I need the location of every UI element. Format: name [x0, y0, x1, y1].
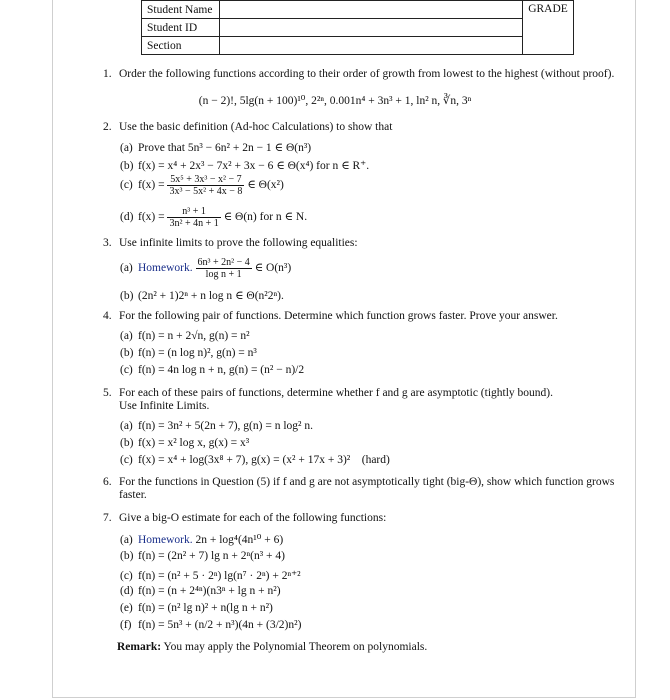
q5-part-c: (c) f(x) = x⁴ + log(3x⁸ + 7), g(x) = (x² + 17x + 3)² (hard) [120, 454, 390, 466]
question-number: 7. [103, 512, 112, 524]
q7-part-d: (d) f(n) = (n + 2⁴ⁿ)(n3ⁿ + lg n + n²) [120, 585, 281, 597]
question-number: 4. [103, 310, 112, 322]
question-number: 5. [103, 387, 112, 399]
fraction: $\frac{\text{5x⁵ + 3x³ − x² − 7}}{\text{3x³ − 5x² + 4x − 8}}$ [169, 174, 243, 197]
q7-part-f: (f) f(n) = 5n³ + (n/2 + n³)(4n + (3/2)n²) [120, 619, 302, 631]
q2-part-c: (c) f(x) = $\frac{\text{5x⁵ + 3x³ − x² − 7}}{\text{3x³ − 5x² + 4x − 8}}$ ∈ Θ(x²) [120, 174, 284, 197]
remark-text: You may apply the Polynomial Theorem on polynomials. [163, 641, 428, 653]
question-text: Use infinite limits to prove the following equalities: [119, 237, 358, 249]
question-number: 2. [103, 121, 112, 133]
q4-part-b: (b) f(n) = (n log n)², g(n) = n³ [120, 347, 257, 359]
q2-part-a: (a) Prove that 5n³ − 6n² + 2n − 1 ∈ Θ(n³) [120, 142, 312, 154]
remark [117, 641, 637, 654]
student-name-field[interactable] [220, 1, 523, 19]
student-info-table [141, 0, 574, 55]
question-text: Order the following functions according to their order of growth from lowest to the highest (without proof). [119, 68, 615, 80]
fraction: $\frac{\text{6n³ + 2n² − 4}}{\text{log n + 1}}$ [197, 257, 250, 280]
student-name-label: Student Name [142, 1, 220, 19]
q5-part-a: (a) f(n) = 3n² + 5(2n + 7), g(n) = n log² n. [120, 420, 313, 432]
q4-part-a: (a) f(n) = n + 2√n, g(n) = n² [120, 330, 250, 342]
q3-part-a: (a) Homework. $\frac{\text{6n³ + 2n² − 4}}{\text{log n + 1}}$ ∈ O(n³) [120, 257, 292, 280]
grade-label: GRADE [528, 3, 568, 15]
q2-part-d: (d) f(x) = $\frac{\text{n³ + 1}}{\text{3n² + 4n + 1}}$ ∈ Θ(n) for n ∈ N. [120, 206, 308, 229]
fraction: $\frac{\text{n³ + 1}}{\text{3n² + 4n + 1}}$ [169, 206, 219, 229]
question-number: 6. [103, 476, 112, 488]
homework-label: Homework. [138, 262, 193, 275]
question-text: For the functions in Question (5) if f and g are not asymptotically tight (big-Θ), show which function grows [119, 476, 615, 488]
q4-part-c: (c) f(n) = 4n log n + n, g(n) = (n² − n)/2 [120, 364, 305, 376]
section-label: Section [142, 37, 220, 55]
homework-label: Homework. [138, 534, 193, 546]
student-id-label: Student ID [142, 19, 220, 37]
question-number: 3. [103, 237, 112, 249]
grade-box [523, 1, 574, 55]
question-text: faster. [119, 489, 147, 501]
remark-label: Remark: [117, 641, 162, 653]
question-text: Use Infinite Limits. [119, 400, 210, 412]
q3-part-b: (b) (2n² + 1)2ⁿ + n log n ∈ Θ(n²2ⁿ). [120, 290, 284, 302]
hard-note: (hard) [361, 454, 390, 466]
q7-part-b: (b) f(n) = (2n² + 7) lg n + 2ⁿ(n³ + 4) [120, 550, 285, 562]
q2-part-b: (b) f(x) = x⁴ + 2x³ − 7x² + 3x − 6 ∈ Θ(x⁴) for n ∈ R⁺. [120, 160, 370, 172]
question-text: Use the basic definition (Ad-hoc Calculations) to show that [119, 121, 393, 133]
q7-part-c: (c) f(n) = (n² + 5 · 2ⁿ) lg(n⁷ · 2ⁿ) + 2ⁿ⁺² [120, 570, 301, 582]
question-number: 1. [103, 68, 112, 80]
q7-part-a: (a) Homework. 2n + log⁴(4n¹⁰ + 6) [120, 534, 284, 546]
question-text: For the following pair of functions. Determine which function grows faster. Prove your answer. [119, 310, 558, 322]
q5-part-b: (b) f(x) = x² log x, g(x) = x³ [120, 437, 250, 449]
student-id-field[interactable] [220, 19, 523, 37]
section-field[interactable] [220, 37, 523, 55]
question-text: For each of these pairs of functions, determine whether f and g are asymptotic (tightly bound). [119, 387, 553, 399]
question-text: Give a big-O estimate for each of the following functions: [119, 512, 387, 524]
q1-functions: (n − 2)!, 5lg(n + 100)¹⁰, 2²ⁿ, 0.001n⁴ + 3n³ + 1, ln² n, ∛n, 3ⁿ [198, 95, 472, 107]
q7-part-e: (e) f(n) = (n² lg n)² + n(lg n + n²) [120, 602, 273, 614]
